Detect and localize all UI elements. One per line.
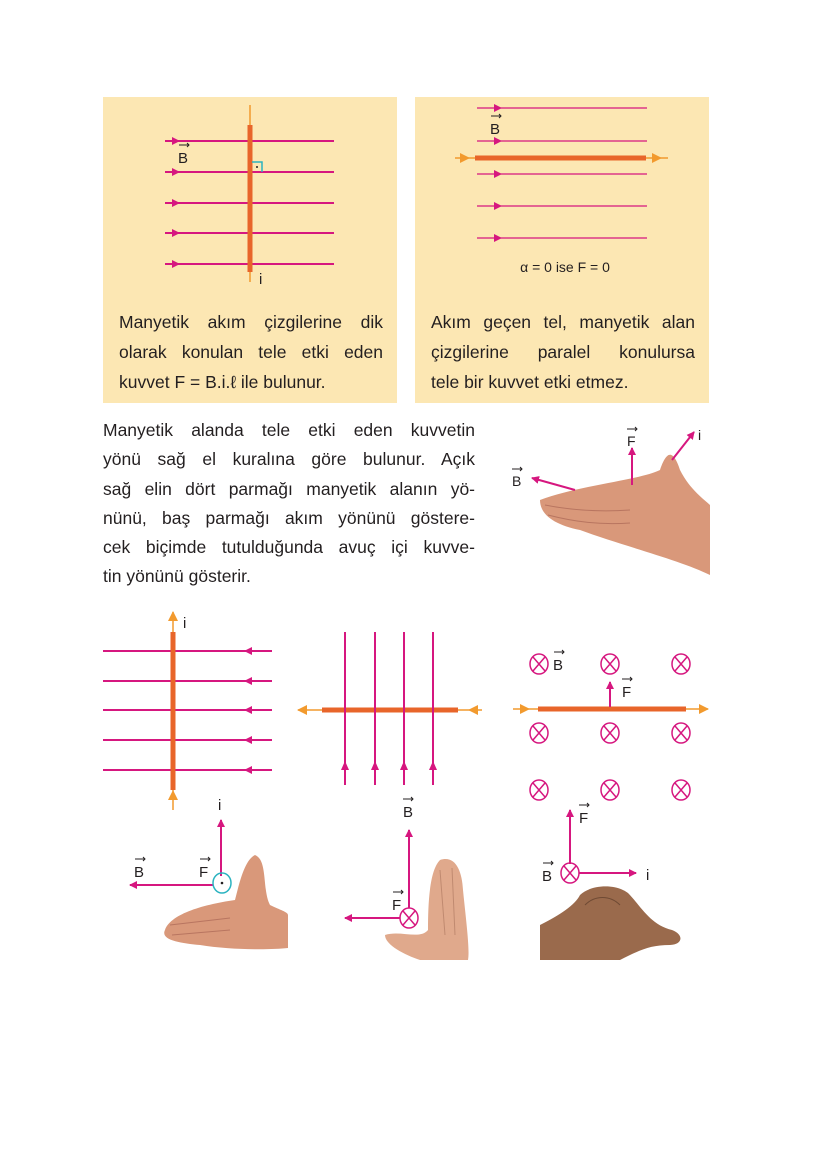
label-i: i	[646, 867, 650, 884]
perpendicular-wire-diagram	[165, 105, 334, 288]
label-i: i	[698, 427, 702, 443]
hand-figure-1	[130, 797, 288, 949]
text-line: tin yönünü gösterir.	[103, 566, 251, 587]
label-B: B	[490, 121, 501, 138]
label-F: F	[627, 433, 636, 449]
text-line: olarak konulan tele etki eden	[119, 342, 383, 362]
label-i: i	[259, 271, 263, 288]
label-B: B	[542, 868, 553, 885]
text-line: nünü, baş parmağı akım yönünü göstere-	[103, 507, 475, 528]
diagram-vertical-wire	[103, 612, 272, 810]
label-F: F	[622, 684, 632, 701]
hand-figure-3	[540, 803, 680, 960]
label-i: i	[183, 615, 187, 632]
hand-figure-2	[345, 797, 469, 960]
label-i: i	[218, 797, 222, 814]
text-line: kuvvet F = B.i.ℓ ile bulunur.	[119, 372, 326, 392]
label-B: B	[178, 150, 189, 167]
text-line: Manyetik alanda tele etki eden kuvvetin	[103, 420, 475, 440]
text-line: sağ elin dört parmağı manyetik alanın yö-	[103, 478, 475, 499]
text-line: Akım geçen tel, manyetik alan	[431, 312, 695, 332]
label-B: B	[553, 657, 564, 674]
diagram-field-into-page	[513, 650, 708, 800]
label-F: F	[392, 897, 402, 914]
text-line: tele bir kuvvet etki etmez.	[431, 372, 629, 392]
diagram-horizontal-wire-vertical-field	[298, 632, 482, 785]
text-line: yönü sağ el kuralına göre bulunur. Açık	[103, 449, 475, 470]
label-B: B	[403, 804, 414, 821]
text-line: Manyetik akım çizgilerine dik	[119, 312, 383, 332]
text-line: çizgilerine paralel konulursa	[431, 342, 695, 362]
label-F: F	[199, 864, 209, 881]
right-hand-photo	[512, 427, 710, 575]
label-B: B	[134, 864, 145, 881]
formula-alpha-zero: α = 0 ise F = 0	[520, 259, 610, 275]
text-line: cek biçimde tutulduğunda avuç içi kuvve-	[103, 537, 475, 558]
parallel-wire-diagram	[455, 104, 668, 275]
label-B: B	[512, 473, 522, 489]
label-F: F	[579, 810, 589, 827]
